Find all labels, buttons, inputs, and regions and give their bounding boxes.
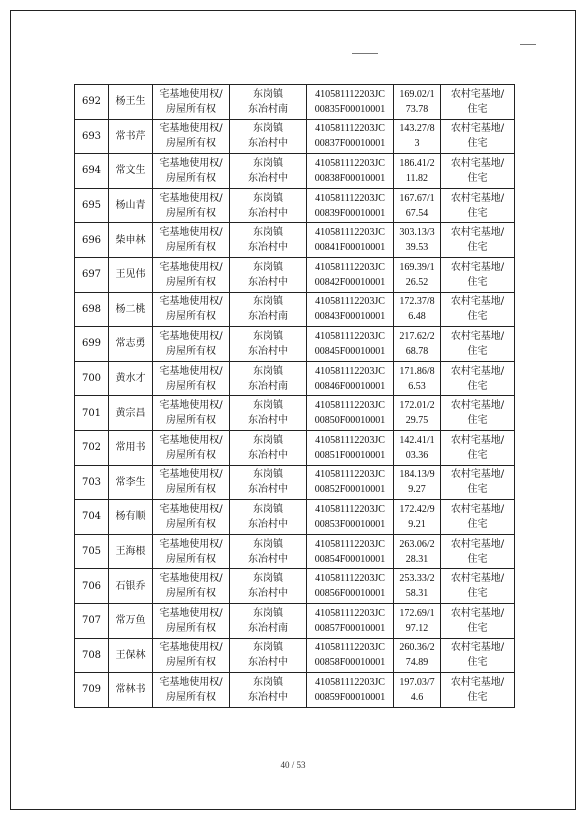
owner-name-cell: 常文生 xyxy=(109,154,153,189)
area-cell: 142.41/1 03.36 xyxy=(394,430,441,465)
usage-cell: 农村宅基地/ 住宅 xyxy=(441,569,515,604)
table-row xyxy=(75,257,515,292)
table-row xyxy=(75,223,515,258)
location-cell: 东岗镇 东冶村中 xyxy=(230,638,307,673)
owner-name-cell: 常李生 xyxy=(109,465,153,500)
scan-artifact-mark xyxy=(352,53,378,54)
unit-code-cell: 410581112203JC 00846F00010001 xyxy=(307,361,394,396)
property-registry-table xyxy=(74,84,515,708)
row-number-cell: 709 xyxy=(75,673,109,708)
location-cell: 东岗镇 东冶村中 xyxy=(230,673,307,708)
row-number-cell: 698 xyxy=(75,292,109,327)
location-cell: 东岗镇 东冶村中 xyxy=(230,119,307,154)
unit-code-cell: 410581112203JC 00843F00010001 xyxy=(307,292,394,327)
owner-name-cell: 常林书 xyxy=(109,673,153,708)
right-type-cell: 宅基地使用权/ 房屋所有权 xyxy=(153,188,230,223)
unit-code-cell: 410581112203JC 00856F00010001 xyxy=(307,569,394,604)
table-row xyxy=(75,500,515,535)
right-type-cell: 宅基地使用权/ 房屋所有权 xyxy=(153,292,230,327)
right-type-cell: 宅基地使用权/ 房屋所有权 xyxy=(153,85,230,120)
row-number-cell: 697 xyxy=(75,257,109,292)
table-row xyxy=(75,569,515,604)
right-type-cell: 宅基地使用权/ 房屋所有权 xyxy=(153,327,230,362)
usage-cell: 农村宅基地/ 住宅 xyxy=(441,361,515,396)
usage-cell: 农村宅基地/ 住宅 xyxy=(441,430,515,465)
unit-code-cell: 410581112203JC 00842F00010001 xyxy=(307,257,394,292)
location-cell: 东岗镇 东冶村中 xyxy=(230,188,307,223)
unit-code-cell: 410581112203JC 00837F00010001 xyxy=(307,119,394,154)
table-body xyxy=(75,85,515,708)
table-row xyxy=(75,534,515,569)
owner-name-cell: 王保林 xyxy=(109,638,153,673)
area-cell: 260.36/2 74.89 xyxy=(394,638,441,673)
table-row xyxy=(75,465,515,500)
area-cell: 172.37/8 6.48 xyxy=(394,292,441,327)
location-cell: 东岗镇 东冶村中 xyxy=(230,396,307,431)
table-row xyxy=(75,603,515,638)
table-row xyxy=(75,292,515,327)
right-type-cell: 宅基地使用权/ 房屋所有权 xyxy=(153,673,230,708)
area-cell: 169.02/1 73.78 xyxy=(394,85,441,120)
right-type-cell: 宅基地使用权/ 房屋所有权 xyxy=(153,430,230,465)
usage-cell: 农村宅基地/ 住宅 xyxy=(441,327,515,362)
unit-code-cell: 410581112203JC 00853F00010001 xyxy=(307,500,394,535)
right-type-cell: 宅基地使用权/ 房屋所有权 xyxy=(153,396,230,431)
row-number-cell: 696 xyxy=(75,223,109,258)
area-cell: 172.42/9 9.21 xyxy=(394,500,441,535)
owner-name-cell: 杨有顺 xyxy=(109,500,153,535)
location-cell: 东岗镇 东冶村南 xyxy=(230,85,307,120)
right-type-cell: 宅基地使用权/ 房屋所有权 xyxy=(153,119,230,154)
location-cell: 东岗镇 东冶村中 xyxy=(230,257,307,292)
row-number-cell: 700 xyxy=(75,361,109,396)
right-type-cell: 宅基地使用权/ 房屋所有权 xyxy=(153,500,230,535)
unit-code-cell: 410581112203JC 00852F00010001 xyxy=(307,465,394,500)
area-cell: 172.69/1 97.12 xyxy=(394,603,441,638)
right-type-cell: 宅基地使用权/ 房屋所有权 xyxy=(153,465,230,500)
row-number-cell: 703 xyxy=(75,465,109,500)
unit-code-cell: 410581112203JC 00838F00010001 xyxy=(307,154,394,189)
owner-name-cell: 常用书 xyxy=(109,430,153,465)
usage-cell: 农村宅基地/ 住宅 xyxy=(441,465,515,500)
location-cell: 东岗镇 东冶村中 xyxy=(230,534,307,569)
area-cell: 184.13/9 9.27 xyxy=(394,465,441,500)
table-row xyxy=(75,430,515,465)
table-row xyxy=(75,396,515,431)
right-type-cell: 宅基地使用权/ 房屋所有权 xyxy=(153,154,230,189)
usage-cell: 农村宅基地/ 住宅 xyxy=(441,500,515,535)
owner-name-cell: 柴申林 xyxy=(109,223,153,258)
row-number-cell: 708 xyxy=(75,638,109,673)
right-type-cell: 宅基地使用权/ 房屋所有权 xyxy=(153,638,230,673)
row-number-cell: 699 xyxy=(75,327,109,362)
usage-cell: 农村宅基地/ 住宅 xyxy=(441,154,515,189)
usage-cell: 农村宅基地/ 住宅 xyxy=(441,673,515,708)
usage-cell: 农村宅基地/ 住宅 xyxy=(441,188,515,223)
row-number-cell: 702 xyxy=(75,430,109,465)
row-number-cell: 695 xyxy=(75,188,109,223)
area-cell: 263.06/2 28.31 xyxy=(394,534,441,569)
area-cell: 253.33/2 58.31 xyxy=(394,569,441,604)
unit-code-cell: 410581112203JC 00845F00010001 xyxy=(307,327,394,362)
table-row xyxy=(75,154,515,189)
area-cell: 217.62/2 68.78 xyxy=(394,327,441,362)
table-row xyxy=(75,188,515,223)
location-cell: 东岗镇 东冶村中 xyxy=(230,465,307,500)
location-cell: 东岗镇 东冶村中 xyxy=(230,569,307,604)
row-number-cell: 692 xyxy=(75,85,109,120)
unit-code-cell: 410581112203JC 00854F00010001 xyxy=(307,534,394,569)
row-number-cell: 704 xyxy=(75,500,109,535)
location-cell: 东岗镇 东冶村中 xyxy=(230,327,307,362)
usage-cell: 农村宅基地/ 住宅 xyxy=(441,85,515,120)
owner-name-cell: 黄宗昌 xyxy=(109,396,153,431)
owner-name-cell: 常书芹 xyxy=(109,119,153,154)
usage-cell: 农村宅基地/ 住宅 xyxy=(441,257,515,292)
area-cell: 186.41/2 11.82 xyxy=(394,154,441,189)
unit-code-cell: 410581112203JC 00835F00010001 xyxy=(307,85,394,120)
scan-artifact-mark xyxy=(520,44,536,45)
unit-code-cell: 410581112203JC 00851F00010001 xyxy=(307,430,394,465)
table-row xyxy=(75,119,515,154)
owner-name-cell: 王见伟 xyxy=(109,257,153,292)
area-cell: 172.01/2 29.75 xyxy=(394,396,441,431)
row-number-cell: 707 xyxy=(75,603,109,638)
usage-cell: 农村宅基地/ 住宅 xyxy=(441,638,515,673)
unit-code-cell: 410581112203JC 00857F00010001 xyxy=(307,603,394,638)
area-cell: 171.86/8 6.53 xyxy=(394,361,441,396)
right-type-cell: 宅基地使用权/ 房屋所有权 xyxy=(153,361,230,396)
unit-code-cell: 410581112203JC 00850F00010001 xyxy=(307,396,394,431)
location-cell: 东岗镇 东冶村中 xyxy=(230,223,307,258)
unit-code-cell: 410581112203JC 00839F00010001 xyxy=(307,188,394,223)
usage-cell: 农村宅基地/ 住宅 xyxy=(441,396,515,431)
table-row xyxy=(75,327,515,362)
unit-code-cell: 410581112203JC 00858F00010001 xyxy=(307,638,394,673)
row-number-cell: 701 xyxy=(75,396,109,431)
right-type-cell: 宅基地使用权/ 房屋所有权 xyxy=(153,257,230,292)
row-number-cell: 706 xyxy=(75,569,109,604)
location-cell: 东岗镇 东冶村中 xyxy=(230,500,307,535)
owner-name-cell: 杨二桃 xyxy=(109,292,153,327)
right-type-cell: 宅基地使用权/ 房屋所有权 xyxy=(153,603,230,638)
area-cell: 197.03/7 4.6 xyxy=(394,673,441,708)
owner-name-cell: 常志勇 xyxy=(109,327,153,362)
owner-name-cell: 黄水才 xyxy=(109,361,153,396)
table-row xyxy=(75,673,515,708)
usage-cell: 农村宅基地/ 住宅 xyxy=(441,603,515,638)
usage-cell: 农村宅基地/ 住宅 xyxy=(441,292,515,327)
table-row xyxy=(75,85,515,120)
row-number-cell: 693 xyxy=(75,119,109,154)
owner-name-cell: 杨山青 xyxy=(109,188,153,223)
area-cell: 303.13/3 39.53 xyxy=(394,223,441,258)
row-number-cell: 694 xyxy=(75,154,109,189)
usage-cell: 农村宅基地/ 住宅 xyxy=(441,119,515,154)
usage-cell: 农村宅基地/ 住宅 xyxy=(441,223,515,258)
location-cell: 东岗镇 东冶村南 xyxy=(230,361,307,396)
page-number: 40 / 53 xyxy=(280,760,306,770)
area-cell: 169.39/1 26.52 xyxy=(394,257,441,292)
right-type-cell: 宅基地使用权/ 房屋所有权 xyxy=(153,534,230,569)
owner-name-cell: 杨王生 xyxy=(109,85,153,120)
right-type-cell: 宅基地使用权/ 房屋所有权 xyxy=(153,569,230,604)
unit-code-cell: 410581112203JC 00841F00010001 xyxy=(307,223,394,258)
location-cell: 东岗镇 东冶村南 xyxy=(230,292,307,327)
location-cell: 东岗镇 东冶村南 xyxy=(230,603,307,638)
area-cell: 143.27/8 3 xyxy=(394,119,441,154)
area-cell: 167.67/1 67.54 xyxy=(394,188,441,223)
table-row xyxy=(75,361,515,396)
usage-cell: 农村宅基地/ 住宅 xyxy=(441,534,515,569)
unit-code-cell: 410581112203JC 00859F00010001 xyxy=(307,673,394,708)
table-row xyxy=(75,638,515,673)
right-type-cell: 宅基地使用权/ 房屋所有权 xyxy=(153,223,230,258)
row-number-cell: 705 xyxy=(75,534,109,569)
owner-name-cell: 常万鱼 xyxy=(109,603,153,638)
location-cell: 东岗镇 东冶村中 xyxy=(230,430,307,465)
owner-name-cell: 石银乔 xyxy=(109,569,153,604)
location-cell: 东岗镇 东冶村中 xyxy=(230,154,307,189)
owner-name-cell: 王海根 xyxy=(109,534,153,569)
